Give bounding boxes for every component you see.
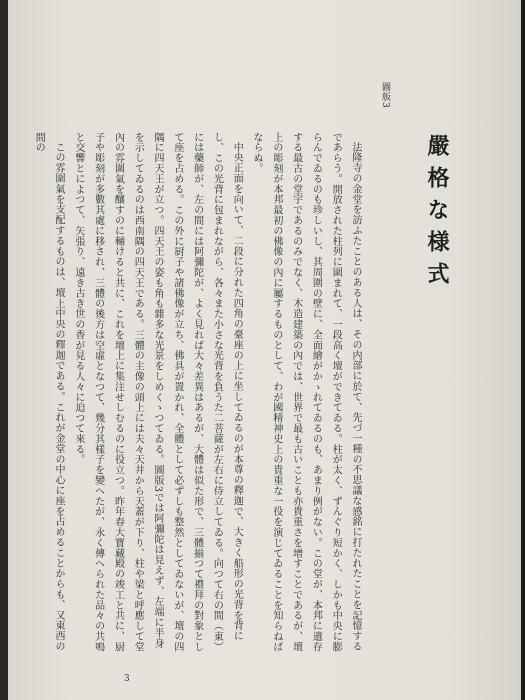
page-number: 3 (124, 674, 130, 684)
paragraph-2: 中央正面を向いて、二段に分れた四角の臺座の上に坐してゐるのが本尊の釋迦で、大きく船形の光背を背にし、この光背に包まれながら、各々また小さな光背を負うた二菩薩が左右に侍立してゐる。向つて右の間（東）には藥師が、左の間には阿彌陀が、よく見れば大々差異はあるが、大體は似た形で、三體揃つて禮拜の對象として座を占める。この外に厨子や諸佛像が立ち、佛具が置かれ、全體として必ずしも整然としてゐないが、壇の四隅に四天王が立つ。四天王の姿も角も雜多な光景をしめくゝつてゐる。圖版3では阿彌陀は見えず、左端に半身を示してゐるのは西南隅の四天王である。三體の主像の頭上には夫々天井から天蓋が下り、柱や梁と呼應して堂內の雰圍氣を釀すのに輔けると共に、これを壇上に集注せしむるのに役立つ。昨年春大寶藏殿の竣工と共に、厨子や彫刻が多數其處に移され、三體の後方は空虛となつて、幾分其樣子を變へたが、永く傳へられた品々の共鳴と交響とによつて、矢張り、遠き古き世の香が見る人々に迫つて來る。 (72, 132, 243, 652)
paper-sheet (8, 0, 523, 700)
paragraph-1: 法隆寺の金堂を訪ふたことのある人は、その内部に於て、先づ一種の不思議な感銘に打たれたことを記憶するであらう。開放された柱列に圍まれて、一段高く壇ができてゐる。柱が太く、ずんぐり短かく、しかも中央に膨らんでゐるのも珍しいし、其周圍の壁に、全面繪がかゝれてゐるのも、あまり例がない。この堂が、本邦に遺存する最古の堂宇であるのみでなく、木造建築の內では、世界で最も古いことも亦貴重さを增すことであるが、壇上の彫刻が本邦最初の佛像の內に屬するものとして、わが國精神史上の貴重な一役を演じてゐることを知らねばならぬ。 (251, 132, 361, 652)
paragraph-3: この雰圍氣を支配するものは、壇上中央の釋迦である。これが金堂の中心に座を占めることからも、又東西の間の (33, 132, 65, 652)
figure-label: 圖版3 (380, 82, 390, 109)
section-title: 嚴格な様式 (424, 134, 450, 294)
vertical-body-text (28, 132, 365, 652)
scan-edge-shadow (521, 0, 525, 700)
